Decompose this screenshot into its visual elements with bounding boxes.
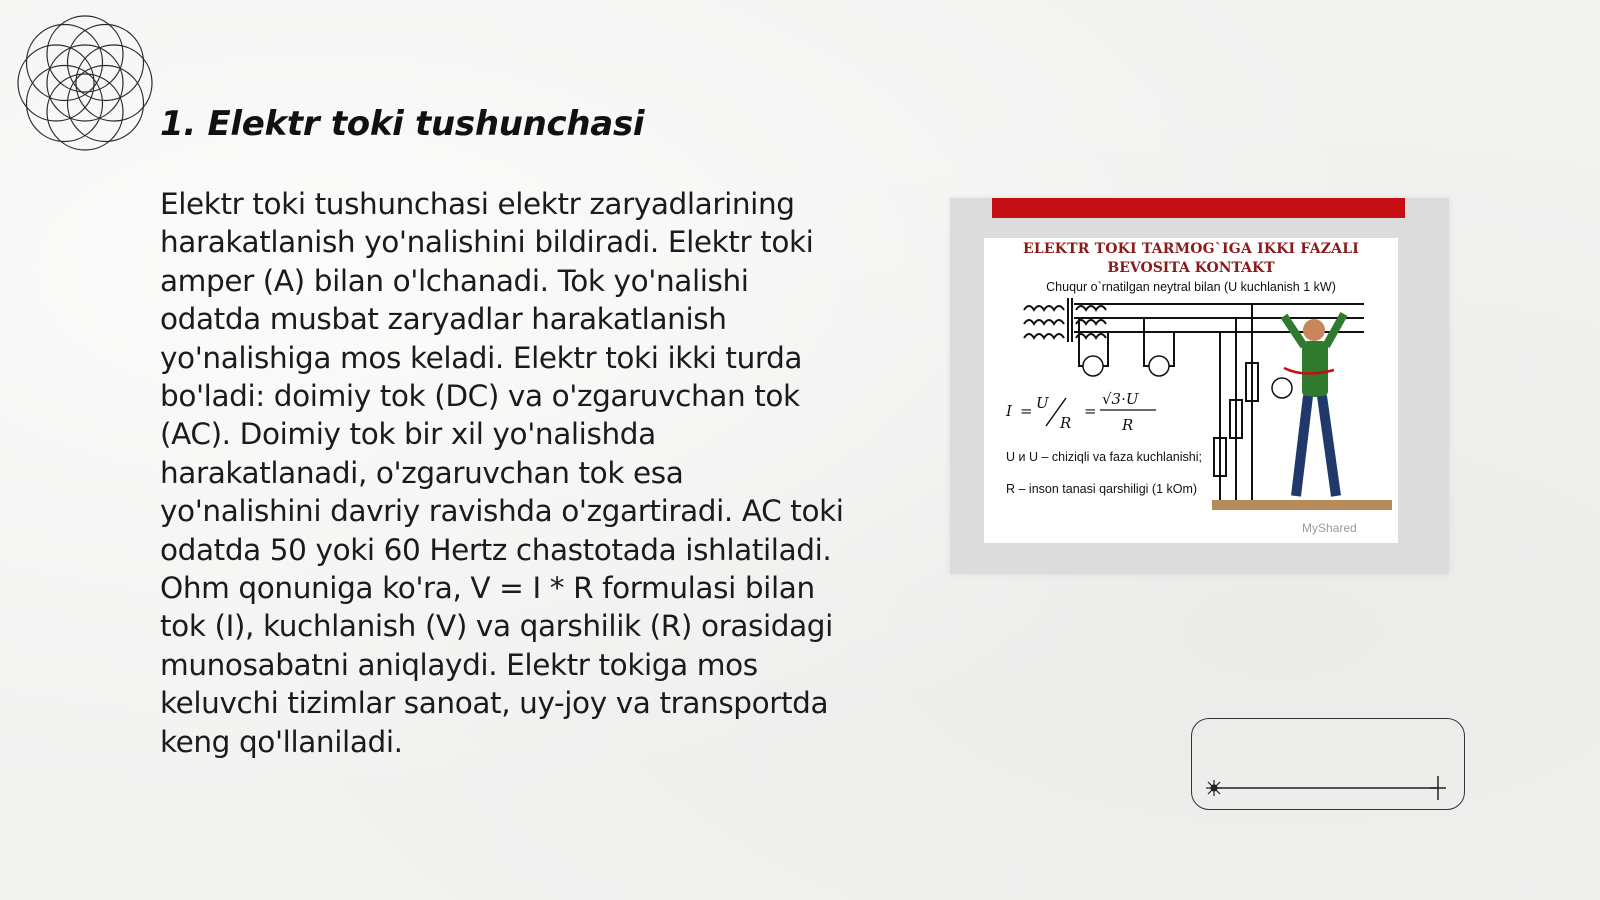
picture-heading-2: BEVOSITA KONTAKT bbox=[1107, 260, 1275, 276]
slide-title: 1. Elektr toki tushunchasi bbox=[160, 104, 645, 144]
svg-text:=: = bbox=[1020, 402, 1033, 420]
sun-burst-icon bbox=[1206, 780, 1222, 796]
picture-note-resistance: R – inson tanasi qarshiligi (1 kOm) bbox=[1006, 482, 1198, 496]
svg-text:√3·U: √3·U bbox=[1102, 390, 1139, 408]
svg-text:=: = bbox=[1084, 402, 1097, 420]
circle-ornament-icon bbox=[10, 8, 160, 158]
timeline-line bbox=[1192, 719, 1464, 809]
diagram-picture bbox=[950, 198, 1449, 574]
picture-heading-1: ELEKTR TOKI TARMOG`IGA IKKI FAZALI bbox=[1022, 241, 1360, 257]
circuit-diagram bbox=[984, 238, 1398, 543]
timeline-decoration bbox=[1191, 718, 1465, 810]
picture-watermark: MyShared bbox=[1302, 521, 1357, 535]
svg-text:R: R bbox=[1122, 416, 1134, 434]
svg-text:I: I bbox=[1006, 402, 1012, 420]
picture-red-bar bbox=[992, 198, 1405, 218]
picture-subtitle: Chuqur o`rnatilgan neytral bilan (U kuchlanish 1 kW) bbox=[1046, 280, 1336, 294]
svg-text:R: R bbox=[1060, 414, 1072, 432]
picture-content bbox=[984, 238, 1398, 543]
cross-marker-icon bbox=[1430, 776, 1446, 800]
picture-note-voltage: U и U – chiziqli va faza kuchlanishi; bbox=[1006, 450, 1202, 464]
slide-body-text: Elektr toki tushunchasi elektr zaryadlarining harakatlanish yo'nalishini bildiradi. Elektr toki amper (A) bilan o'lchanadi. Tok yo'nalishi odatda musbat zaryadlar harakatlanish yo'nalishiga mos keladi. Elektr toki ikki turda bo'ladi: doimiy tok (DC) va o'zgaruvchan tok (AC). Doimiy tok bir xil yo'nalishda harakatlanadi, o'zgaruvchan tok esa yo'nalishini davriy ravishda o'zgartiradi. AC toki odatda 50 yoki 60 Hertz chastotada ishlatiladi. Ohm qonuniga ko'ra, V = I * R formulasi bilan tok (I), kuchlanish (V) va qarshilik (R) orasidagi munosabatni aniqlaydi. Elektr tokiga mos keluvchi tizimlar sanoat, uy-joy va transportda keng qo'llaniladi. bbox=[160, 187, 844, 759]
svg-text:U: U bbox=[1036, 394, 1049, 412]
